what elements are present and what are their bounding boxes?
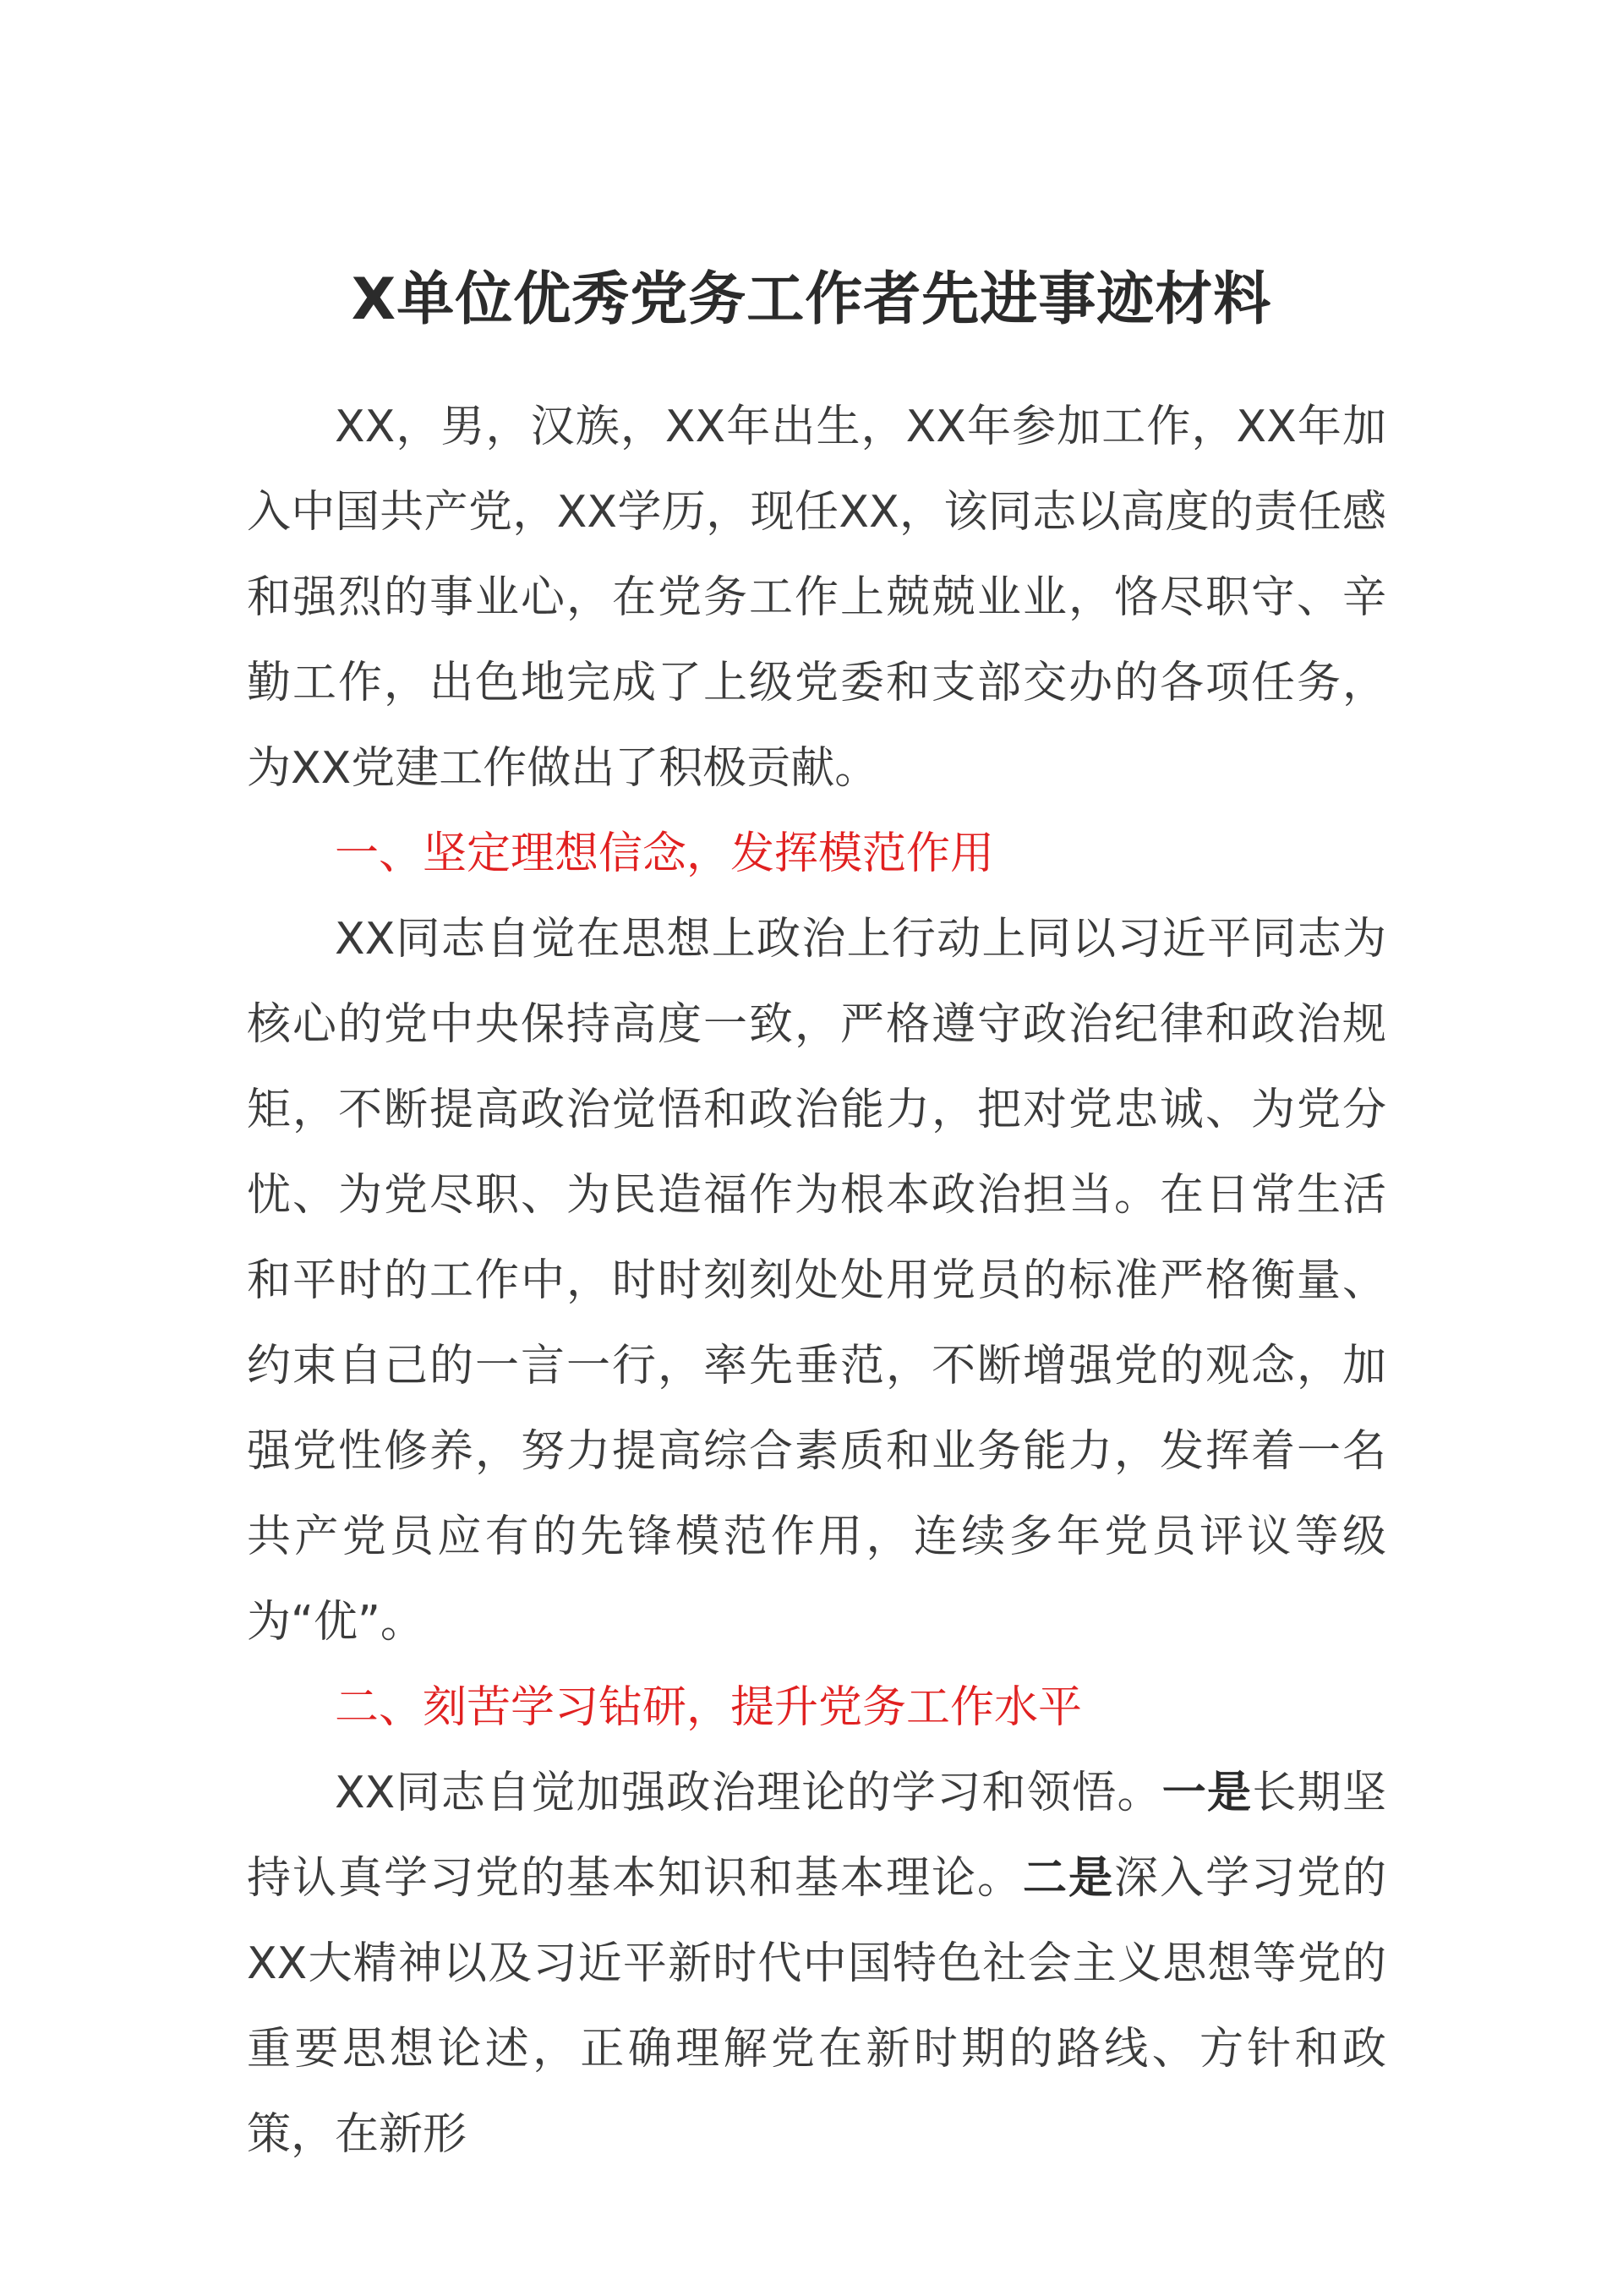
document-title: X单位优秀党务工作者先进事迹材料: [351, 266, 1272, 333]
section-2-bold-2: 二是: [1022, 1853, 1114, 1904]
section-1-heading: 一、坚定理想信念，发挥模范作用: [335, 828, 995, 879]
intro-paragraph: XX，男，汉族，XX年出生，XX年参加工作，XX年加入中国共产党，XX学历，现任XX，该同志以高度的责任感和强烈的事业心，在党务工作上兢兢业业，恪尽职守、辛勤工作，出色地完成了上级党委和支部交办的各项任务，为XX党建工作做出了积极贡献。: [247, 402, 1386, 794]
section-1-paragraph: XX同志自觉在思想上政治上行动上同以习近平同志为核心的党中央保持高度一致，严格遵守政治纪律和政治规矩，不断提高政治觉悟和政治能力，把对党忠诚、为党分忧、为党尽职、为民造福作为根本政治担当。在日常生活和平时的工作中，时时刻刻处处用党员的标准严格衡量、约束自己的一言一行，率先垂范，不断增强党的观念，加强党性修养，努力提高综合素质和业务能力，发挥着一名共产党员应有的先锋模范作用，连续多年党员评议等级为“优”。: [247, 914, 1386, 1648]
document-body: [247, 385, 1386, 2178]
section-2-text-part-1: XX同志自觉加强政治理论的学习和领悟。: [335, 1768, 1162, 1818]
section-2-heading: 二、刻苦学习钻研，提升党务工作水平: [335, 1682, 1083, 1733]
section-2-paragraph: [247, 1751, 1386, 2178]
section-2-text-part-3: 深入学习党的XX大精神以及习近平新时代中国特色社会主义思想等党的重要思想论述，正确理解党在新时期的路线、方针和政策，在新形: [247, 1853, 1386, 2160]
section-2-bold-1: 一是: [1161, 1768, 1253, 1818]
section-2-text-part-2: 长期坚持认真学习党的基本知识和基本理论。: [247, 1768, 1386, 1904]
